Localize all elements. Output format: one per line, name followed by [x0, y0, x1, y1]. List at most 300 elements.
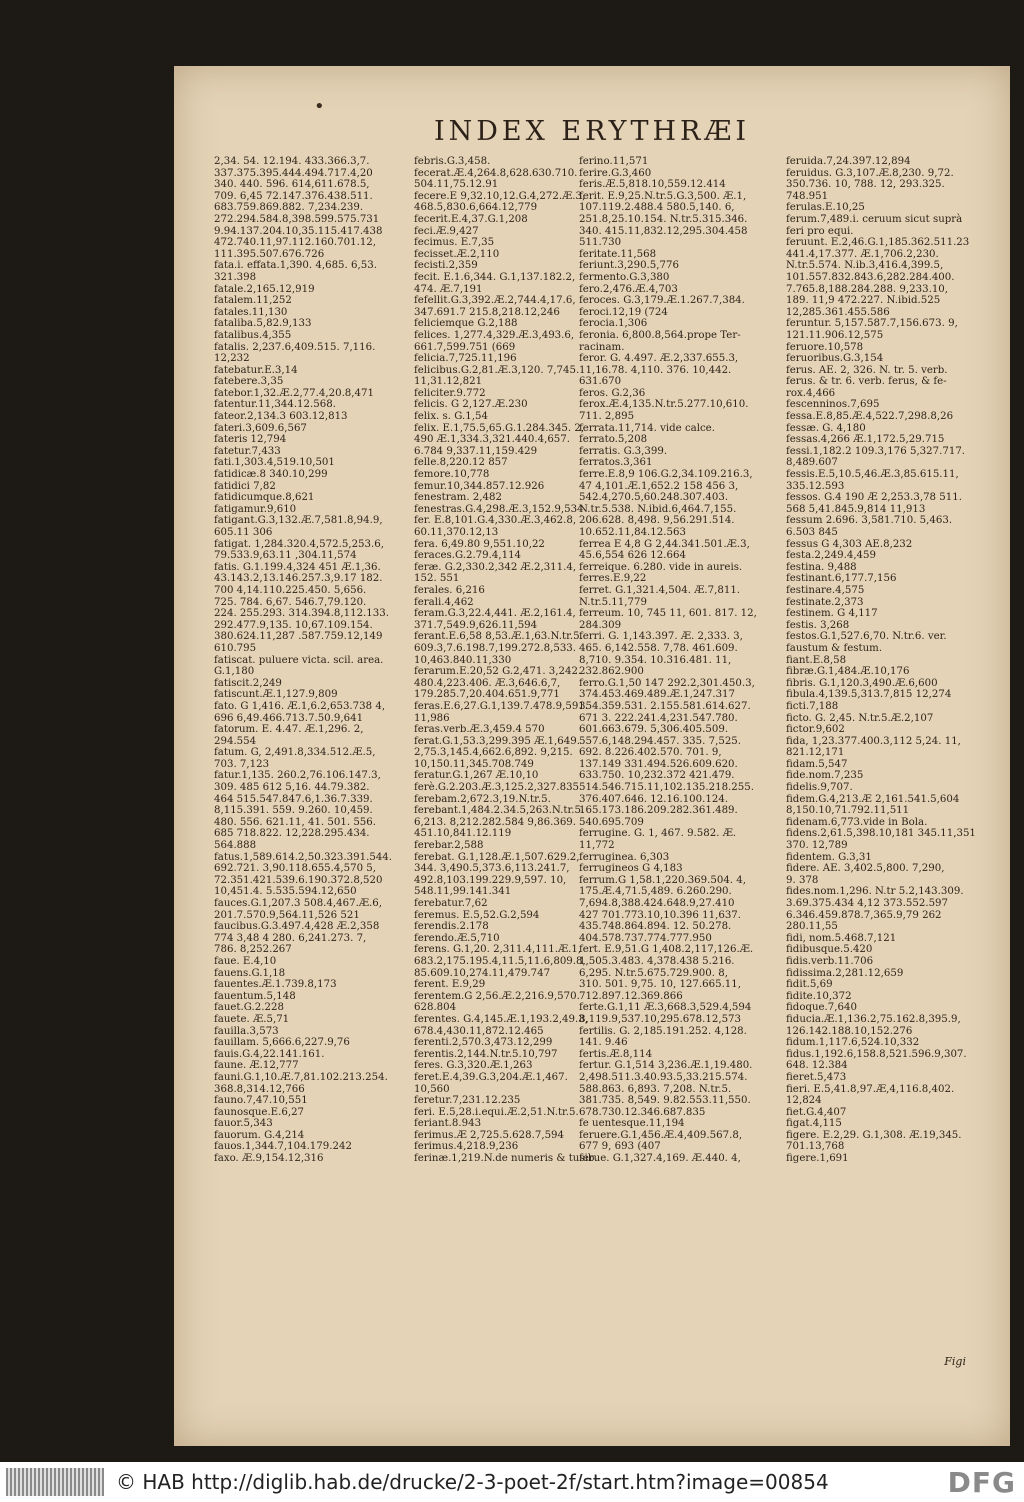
- index-entry: festa.2,249.4,459: [786, 550, 877, 562]
- index-entry: fatebere.3,35: [214, 376, 284, 388]
- index-entry: 206.628. 8,498. 9,56.291.514.: [579, 515, 735, 527]
- index-entry: feruere.G.1,456.Æ.4,409.567.8,: [579, 1129, 743, 1141]
- index-entry: feri. E.5,28.i.equi.Æ.2,51.N.tr.5.: [414, 1106, 579, 1118]
- index-entry: feci.Æ.9,427: [414, 225, 479, 237]
- index-entry: fauete. Æ.5,71: [214, 1013, 290, 1025]
- index-entry: feruntur. 5,157.587.7,156.673. 9,: [786, 318, 958, 330]
- index-entry: fiet.G.4,407: [786, 1106, 847, 1118]
- index-entry: febris.G.3,458.: [414, 156, 491, 167]
- index-entry: feras.verb.Æ.3,459.4 570: [414, 724, 545, 736]
- index-entry: fatur.1,135. 260.2,76.106.147.3,: [214, 770, 381, 782]
- index-column-4: [786, 156, 984, 1165]
- index-entry: fatalis. 2,237.6,409.515. 7,116.: [214, 341, 376, 353]
- index-entry: feremus. E.5,52.G.2,594: [414, 909, 540, 921]
- index-entry: fauorum. G.4,214: [214, 1129, 305, 1141]
- index-entry: 10,150.11,345.708.749: [414, 758, 534, 770]
- index-entry: ferro.G.1,50 147 292.2,301.450.3,: [579, 677, 755, 689]
- index-entry: fatus.1,589.614.2,50.323.391.544.: [214, 851, 393, 863]
- index-entry: 335.12.593: [786, 480, 845, 492]
- index-entry: 557.6,148.294.457. 335. 7,525.: [579, 735, 742, 747]
- index-entry: 10,560: [414, 1083, 450, 1095]
- index-entry: felicis. G 2,127.Æ.230: [414, 399, 528, 411]
- index-entry: 10.652.11,84.12.563: [579, 527, 686, 538]
- index-entry: fauni.G.1,10.Æ.7,81.102.213.254.: [214, 1071, 388, 1083]
- copyright-link[interactable]: © HAB http://diglib.hab.de/drucke/2-3-poet-2f/start.htm?image=00854: [116, 1470, 829, 1494]
- index-entry: feruidus. G.3,107.Æ.8,230. 9,72.: [786, 167, 954, 179]
- index-entry: fauentes.Æ.1.739.8,173: [214, 979, 337, 991]
- index-entry: fertilis. G. 2,185.191.252. 4,128.: [579, 1025, 747, 1037]
- index-entry: G.1,180: [214, 666, 255, 678]
- index-entry: ferri. G. 1,143.397. Æ. 2,333. 3,: [579, 631, 743, 643]
- index-entry: fidis.verb.11.706: [786, 955, 874, 967]
- index-entry: felix. s. G.1,54: [414, 411, 488, 423]
- index-entry: 514.546.715.11,102.135.218.255.: [579, 782, 754, 794]
- index-entry: 468.5,830.6,664.12,779: [414, 202, 538, 214]
- index-entry: ferres.E.9,22: [579, 573, 647, 585]
- index-entry: 712.897.12.369.866: [579, 990, 683, 1002]
- index-entry: 480. 556. 621.11, 41. 501. 556.: [214, 816, 377, 828]
- index-entry: 1,505.3.483. 4,378.438 5.216.: [579, 955, 735, 967]
- index-entry: festinem. G 4,117: [786, 608, 878, 620]
- index-entry: 605.11 306: [214, 527, 273, 538]
- index-entry: fidam.5,547: [786, 758, 848, 770]
- index-entry: ferre.E.8,9 106.G.2,34.109.216.3,: [579, 469, 753, 481]
- index-entry: fe uentesque.11,194: [579, 1118, 685, 1130]
- index-entry: ferulas.E.10,25: [786, 202, 865, 214]
- index-entry: ferocia.1,306: [579, 318, 648, 330]
- index-column-1: [214, 156, 412, 1165]
- index-entry: 309. 485 612 5,16. 44.79.382.: [214, 782, 370, 794]
- index-entry: 472.740.11,97.112.160.701.12,: [214, 237, 377, 249]
- index-entry: 232.862.900: [579, 666, 644, 678]
- index-entry: fenestras.G.4,298.Æ.3,152.9,534: [414, 503, 584, 515]
- index-entry: fatidici 7,82: [214, 480, 276, 492]
- index-entry: 340. 440. 596. 614,611.678.5,: [214, 179, 370, 191]
- index-entry: ferimus.4,218.9,236: [414, 1141, 519, 1153]
- index-entry: fidem.G.4,213.Æ 2,161.541.5,604: [786, 793, 960, 805]
- index-entry: 11,16.78. 4,110. 376. 10,442.: [579, 364, 732, 376]
- index-entry: racinam.: [579, 341, 625, 353]
- index-entry: fertur. G.1,514 3,236.Æ.1,19.480.: [579, 1060, 753, 1072]
- index-entry: 347.691.7 215.8,218.12,246: [414, 306, 560, 318]
- index-entry: ferte.G.1,11 Æ.3,668.3,529.4,594: [579, 1002, 752, 1014]
- index-entry: 540.695.709: [579, 816, 644, 828]
- index-entry: fidite.10,372: [786, 990, 852, 1002]
- index-entry: felicibus.G.2,81.Æ.3,120. 7,745.: [414, 364, 580, 376]
- index-entry: 774 3,48 4 280. 6,241.273. 7,: [214, 932, 367, 944]
- index-entry: 564.888: [214, 840, 257, 852]
- index-entry: 10,463.840.11,330: [414, 654, 512, 666]
- index-column-3: [579, 156, 777, 1165]
- index-entry: 201.7.570.9,564.11,526 521: [214, 909, 360, 921]
- index-entry: femore.10,778: [414, 469, 490, 481]
- index-entry: 711. 2,895: [579, 411, 635, 423]
- index-entry: fibræ.G.1,484.Æ.10,176: [786, 666, 910, 678]
- index-entry: fauillam. 5,666.6,227.9,76: [214, 1037, 350, 1049]
- index-entry: 294.554: [214, 735, 257, 747]
- book-page: [174, 66, 1010, 1446]
- index-entry: 11,986: [414, 712, 450, 724]
- index-entry: fidens.2,61.5,398.10,181 345.11,351: [786, 828, 976, 840]
- index-entry: 692. 8.226.402.570. 701. 9,: [579, 747, 722, 759]
- index-entry: fatidicumque.8,621: [214, 492, 315, 504]
- index-entry: feliciemque G.2,188: [414, 318, 518, 330]
- index-entry: 152. 551: [414, 573, 460, 585]
- index-entry: fessos. G.4 190 Æ 2,253.3,78 511.: [786, 492, 962, 504]
- index-entry: 725. 784. 6,67. 546.7,79.120.: [214, 596, 367, 608]
- index-entry: 490 Æ.1,334.3,321.440.4,657.: [414, 434, 571, 446]
- index-entry: 671 3. 222.241.4,231.547.780.: [579, 712, 738, 724]
- index-entry: fateris 12,794: [214, 434, 287, 446]
- index-entry: feram.G.3,22.4,441. Æ.2,161.4,: [414, 608, 576, 620]
- index-entry: fessæ. G. 4,180: [786, 422, 866, 434]
- index-entry: 12,232: [214, 353, 250, 365]
- index-entry: 633.750. 10,232.372 421.479.: [579, 770, 735, 782]
- index-entry: ferebatur.7,62: [414, 898, 488, 909]
- index-entry: 701.13,768: [786, 1141, 845, 1153]
- index-entry: fecit. E.1.6,344. G.1,137.182.2,: [414, 271, 576, 283]
- index-entry: fidissima.2,281.12,659: [786, 967, 904, 979]
- catchword: Figi: [944, 1355, 966, 1368]
- index-entry: faustum & festum.: [786, 642, 883, 654]
- index-entry: fessa.E.8,85.Æ.4,522.7,298.8,26: [786, 411, 954, 423]
- index-entry: fidelis.9,707.: [786, 782, 853, 794]
- index-entry: 480.4,223.406. Æ.3,646.6,7,: [414, 677, 561, 689]
- index-entry: 451.10,841.12.119: [414, 828, 512, 840]
- index-entry: 368.8,314.12,766: [214, 1083, 305, 1095]
- index-entry: fieri. E.5,41.8,97.Æ,4,116.8,402.: [786, 1083, 955, 1095]
- index-entry: fati.1,303.4,519.10,501: [214, 457, 335, 469]
- index-entry: 696 6,49.466.713.7.50.9,641: [214, 712, 364, 724]
- index-entry: 568 5,41.845.9,814 11,913: [786, 503, 926, 515]
- index-entry: ferrata.11,714. vide calce.: [579, 422, 715, 434]
- index-entry: feroces. G.3,179.Æ.1.267.7,384.: [579, 295, 745, 307]
- index-entry: 661.7,599.751 (669: [414, 341, 516, 353]
- index-entry: fatebor.1,32.Æ.2,77.4,20.8,471: [214, 387, 374, 399]
- index-entry: feræ. G.2,330.2,342 Æ.2,311.4,: [414, 561, 577, 573]
- index-entry: fauis.G.4,22.141.161.: [214, 1048, 325, 1060]
- index-entry: 6.346.459.878.7,365.9,79 262: [786, 909, 942, 921]
- index-entry: 72.351.421.539.6.190.372.8,520: [214, 874, 383, 886]
- index-entry: 137.149 331.494.526.609.620.: [579, 758, 738, 770]
- index-entry: fauentum.5,148: [214, 990, 296, 1002]
- index-entry: ferebam.2,672.3,19.N.tr.5.: [414, 793, 551, 805]
- index-entry: fatis. G.1.199.4,324 451 Æ.1,36.: [214, 561, 381, 573]
- index-entry: 709. 6,45 72.147.376.438.511.: [214, 190, 373, 202]
- index-entry: fermento.G.3,380: [579, 271, 670, 283]
- index-entry: 786. 8,252.267: [214, 944, 292, 956]
- index-entry: 370. 12,789: [786, 840, 848, 852]
- index-entry: faucibus.G.3.497.4,428 Æ.2,358: [214, 921, 380, 933]
- index-entry: 6.784 9,337.11,159.429: [414, 445, 538, 457]
- index-entry: fecimus. E.7,35: [414, 237, 495, 249]
- index-entry: feriunt.3,290.5,776: [579, 260, 679, 272]
- index-entry: 648. 12.384: [786, 1060, 848, 1072]
- dfg-logo: DFG: [947, 1466, 1016, 1499]
- index-entry: feris.Æ.5,818.10,559.12.414: [579, 179, 726, 191]
- index-entry: 284.309: [579, 619, 622, 631]
- index-entry: fida, 1,23.377.400.3,112 5,24. 11,: [786, 735, 961, 747]
- index-entry: felices. 1,277.4,329.Æ.3,493.6,: [414, 329, 575, 341]
- index-entry: 11,31.12,821: [414, 376, 483, 388]
- index-entry: feret.E.4,39.G.3,204.Æ.1,467.: [414, 1071, 568, 1083]
- index-entry: ferent. E.9,29: [414, 979, 486, 991]
- index-entry: 464 515.547.847.6,1.36.7.339.: [214, 793, 373, 805]
- index-entry: feri pro equi.: [786, 225, 854, 237]
- index-entry: ferreum. 10, 745 11, 601. 817. 12,: [579, 608, 757, 620]
- index-entry: 683.2,175.195.4,11.5,11.6,809.8,: [414, 955, 586, 967]
- index-entry: 542.4,270.5,60.248.307.403.: [579, 492, 729, 504]
- index-entry: 610.795: [214, 642, 257, 654]
- index-entry: N.tr.5.574. N.ib.3,416.4,399.5,: [786, 260, 944, 272]
- index-entry: feretur.7,231.12.235: [414, 1095, 521, 1107]
- index-entry: 677 9, 693 (407: [579, 1141, 661, 1153]
- index-entry: fatale.2,165.12,919: [214, 283, 315, 295]
- index-entry: fatigamur.9,610: [214, 503, 297, 515]
- index-entry: fauno.7,47.10,551: [214, 1095, 308, 1107]
- index-entry: ficto. G. 2,45. N.tr.5.Æ.2,107: [786, 712, 934, 724]
- index-entry: fidentem. G.3,31: [786, 851, 872, 863]
- index-entry: fataliba.5,82.9,133: [214, 318, 312, 330]
- index-entry: fer. E.8,101.G.4,330.Æ.3,462.8,: [414, 515, 577, 527]
- index-entry: ferentem.G 2,56.Æ.2,216.9,570.: [414, 990, 580, 1002]
- index-entry: 504.11,75.12.91: [414, 179, 499, 191]
- index-entry: feruunt. E.2,46.G.1,185.362.511.23: [786, 237, 970, 249]
- index-entry: 374.453.469.489.Æ.1,247.317: [579, 689, 736, 701]
- index-entry: 376.407.646. 12.16.100.124.: [579, 793, 729, 805]
- index-entry: fertis.Æ.8,114: [579, 1048, 653, 1060]
- index-entry: felix. E.1,75.5,65.G.1.284.345. 2,: [414, 422, 585, 434]
- index-entry: fatales.11,130: [214, 306, 288, 318]
- index-entry: 703. 7,123: [214, 758, 270, 770]
- index-entry: 427 701.773.10,10.396 11,637.: [579, 909, 742, 921]
- index-entry: 7.765.8,188.284.288. 9,233.10,: [786, 283, 949, 295]
- index-entry: feres. G.3,320.Æ.1,263: [414, 1060, 533, 1072]
- index-entry: 121.11.906.12,575: [786, 329, 884, 341]
- index-entry: fenestram. 2,482: [414, 492, 502, 504]
- index-entry: ferrea E 4,8 G 2,44.341.501.Æ.3,: [579, 538, 750, 550]
- index-entry: ferant.E.6,58 8,53.Æ.1,63.N.tr.5.: [414, 631, 583, 643]
- index-entry: fessus G 4,303 AE.8,232: [786, 538, 913, 550]
- index-entry: fescenninos.7,695: [786, 399, 880, 411]
- index-entry: festinate.2,373: [786, 596, 864, 608]
- index-entry: ferrugineos G 4,183: [579, 863, 683, 875]
- index-entry: ferentis.2,144.N.tr.5.10,797: [414, 1048, 558, 1060]
- index-entry: ferali.4,462: [414, 596, 474, 608]
- index-entry: 340. 415.11,832.12,295.304.458: [579, 225, 748, 237]
- index-entry: feliciter.9.772: [414, 387, 486, 399]
- index-entry: ferrum.G 1,58.1,220.369.504. 4,: [579, 874, 747, 886]
- index-entry: 165.173.186.209.282.361.489.: [579, 805, 738, 817]
- index-entry: fecisti.2,359: [414, 260, 478, 272]
- index-entry: 8,150.10,71.792.11,511: [786, 805, 910, 817]
- index-entry: rox.4,466: [786, 387, 836, 399]
- index-entry: fessum 2.696. 3,581.710. 5,463.: [786, 515, 953, 527]
- index-entry: feras.E.6,27.G.1,139.7.478.9,591.: [414, 700, 589, 712]
- index-entry: ferit. E.9,25.N.tr.5.G.3,500. Æ.1,: [579, 190, 747, 202]
- index-entry: fefellit.G.3,392.Æ.2,744.4,17.6,: [414, 295, 576, 307]
- index-entry: 601.663.679. 5,306.405.509.: [579, 724, 729, 736]
- index-entry: ferendo.Æ.5,710: [414, 932, 500, 944]
- index-entry: 748.951: [786, 190, 829, 202]
- index-entry: fatum. G, 2,491.8,334.512.Æ.5,: [214, 747, 376, 759]
- index-entry: 79.533.9,63.11 ,304.11,574: [214, 550, 357, 562]
- index-entry: faune. Æ.12,777: [214, 1060, 299, 1072]
- index-entry: 6,213. 8,212.282.584 9,86.369.: [414, 816, 577, 828]
- index-entry: fidi, nom.5.468.7,121: [786, 932, 897, 944]
- index-entry: fatiscat. puluere victa. scil. area.: [214, 654, 384, 666]
- index-entry: 6.503 845: [786, 527, 838, 538]
- index-entry: 111.395.507.676.726: [214, 248, 325, 260]
- index-entry: 292.477.9,135. 10,67.109.154.: [214, 619, 373, 631]
- index-entry: ferentes. G.4,145.Æ.1,193.2,49.3,: [414, 1013, 588, 1025]
- index-entry: 465. 6,142.558. 7,78. 461.609.: [579, 642, 738, 654]
- index-entry: N.tr.5.538. N.ibid.6,464.7,155.: [579, 503, 737, 515]
- index-entry: 628.804: [414, 1002, 457, 1014]
- index-entry: faxo. Æ.9,154.12,316: [214, 1153, 324, 1165]
- index-entry: ferarum.E.20,52 G.2,471. 3,242.: [414, 666, 582, 678]
- index-entry: festis. 3,268: [786, 619, 850, 631]
- index-entry: 11,772: [579, 840, 615, 852]
- index-entry: 6,295. N.tr.5.675.729.900. 8,: [579, 967, 728, 979]
- index-entry: fatidicæ.8 340.10,299: [214, 469, 328, 481]
- index-entry: 179.285.7,20.404.651.9,771: [414, 689, 560, 701]
- index-entry: feronia. 6,800.8,564.prope Ter-: [579, 329, 741, 341]
- index-entry: 43.143.2,13.146.257.3,9.17 182.: [214, 573, 383, 585]
- header-ornament: •: [314, 96, 325, 117]
- index-entry: 9.94.137.204.10,35.115.417.438: [214, 225, 383, 237]
- index-entry: felle.8,220.12 857: [414, 457, 508, 469]
- index-entry: ferinæ.1,219.N.de numeris & tusib.: [414, 1153, 598, 1165]
- index-entry: 85.609.10,274.11,479.747: [414, 967, 551, 979]
- index-entry: fidum.1,117.6,524.10,332: [786, 1037, 920, 1049]
- index-entry: ferruginea. 6,303: [579, 851, 670, 863]
- index-entry: fatiscit.2,249: [214, 677, 282, 689]
- index-entry: 2,34. 54. 12.194. 433.366.3,7.: [214, 156, 370, 167]
- index-entry: ferenti.2,570.3,473.12,299: [414, 1037, 553, 1049]
- index-entry: feraces.G.2.79.4,114: [414, 550, 522, 562]
- index-entry: fidenam.6,773.vide in Bola.: [786, 816, 928, 828]
- index-entry: ferum.7,489.i. ceruum sicut suprà: [786, 213, 963, 225]
- index-entry: 3.69.375.434 4,12 373.552.597: [786, 898, 949, 909]
- index-entry: ferendis.2.178: [414, 921, 489, 933]
- index-entry: fert. E.9,51.G 1,408.2,117,126.Æ.: [579, 944, 754, 956]
- index-entry: ferratis. G.3,399.: [579, 445, 668, 457]
- index-entry: ferales. 6,216: [414, 584, 485, 596]
- index-entry: ferens. G.1,20. 2,311.4,111.Æ.1,: [414, 944, 582, 956]
- index-entry: 683.759.869.882. 7,234.239.: [214, 202, 364, 214]
- index-entry: figere.1,691: [786, 1153, 849, 1165]
- index-entry: fatetur.7,433: [214, 445, 281, 457]
- index-entry: fatentur.11,344.12.568.: [214, 399, 336, 411]
- index-entry: 2,498.511.3.40.93.5,33.215.574.: [579, 1071, 748, 1083]
- index-entry: 678.4,430.11,872.12.465: [414, 1025, 544, 1037]
- index-entry: feritate.11,568: [579, 248, 657, 260]
- index-entry: 175.Æ.4,71.5,489. 6.260.290.: [579, 886, 732, 898]
- index-entry: fauces.G.1,207.3 508.4,467.Æ.6,: [214, 898, 382, 909]
- index-entry: 272.294.584.8,398.599.575.731: [214, 213, 380, 225]
- index-entry: fidit.5,69: [786, 979, 833, 991]
- index-entry: fauor.5,343: [214, 1118, 273, 1130]
- index-entry: 126.142.188.10,152.276: [786, 1025, 913, 1037]
- index-entry: 12,824: [786, 1095, 822, 1107]
- index-entry: fera. 6,49.80 9,551.10,22: [414, 538, 545, 550]
- index-entry: ferox.Æ.4,135.N.tr.5.277.10,610.: [579, 399, 749, 411]
- index-entry: fecisset.Æ.2,110: [414, 248, 500, 260]
- index-entry: feror. G. 4.497. Æ.2,337.655.3,: [579, 353, 739, 365]
- index-entry: 101.557.832.843.6,282.284.400.: [786, 271, 955, 283]
- index-entry: feruore.10,578: [786, 341, 864, 353]
- index-entry: 141. 9.46: [579, 1037, 628, 1049]
- index-entry: fatorum. E. 4.47. Æ.1,296. 2,: [214, 724, 364, 736]
- index-entry: ferue. G.1,327.4,169. Æ.440. 4,: [579, 1153, 741, 1165]
- index-entry: fauos.1,344.7,104.179.242: [214, 1141, 352, 1153]
- index-entry: fato. G 1,416. Æ.1,6.2,653.738 4,: [214, 700, 386, 712]
- index-entry: ferret. G.1,321.4,504. Æ.7,811.: [579, 584, 741, 596]
- footer-bar: [0, 1462, 1024, 1502]
- index-entry: 189. 11,9 472.227. N.ibid.525: [786, 295, 941, 307]
- index-entry: 821.12,171: [786, 747, 845, 759]
- index-entry: 435.748.864.894. 12. 50.278.: [579, 921, 732, 933]
- index-entry: festinare.4,575: [786, 584, 865, 596]
- index-entry: ferrato.5,208: [579, 434, 648, 446]
- index-entry: 321.398: [214, 271, 257, 283]
- index-entry: felicia.7,725.11,196: [414, 353, 517, 365]
- index-entry: fessis.E.5,10.5,46.Æ.3,85.615.11,: [786, 469, 959, 481]
- index-entry: fecere.E 9,32.10,12.G.4,272.Æ.3,: [414, 190, 586, 202]
- index-entry: fauet.G.2.228: [214, 1002, 284, 1014]
- index-entry: fauilla.3,573: [214, 1025, 279, 1037]
- index-entry: 700 4,14.110.225.450. 5,656.: [214, 584, 367, 596]
- index-entry: fibula.4,139.5,313.7,815 12,274: [786, 689, 952, 701]
- index-entry: 588.863. 6,893. 7,208. N.tr.5.: [579, 1083, 732, 1095]
- index-entry: 350.736. 10, 788. 12, 293.325.: [786, 179, 945, 191]
- index-entry: 280.11,55: [786, 921, 838, 933]
- index-entry: fiducia.Æ.1,136.2,75.162.8,395.9,: [786, 1013, 961, 1025]
- index-entry: ferus. & tr. 6. verb. ferus, & fe-: [786, 376, 947, 388]
- index-entry: festina. 9,488: [786, 561, 857, 573]
- index-entry: festos.G.1,527.6,70. N.tr.6. ver.: [786, 631, 947, 643]
- index-entry: 381.735. 8,549. 9.82.553.11,550.: [579, 1095, 751, 1107]
- index-entry: fata.i. effata.1,390. 4,685. 6,53.: [214, 260, 377, 272]
- index-entry: 12,285.361.455.586: [786, 306, 890, 318]
- index-entry: ferire.G.3,460: [579, 167, 652, 179]
- index-entry: 548.11,99.141.341: [414, 886, 512, 898]
- index-entry: ferratos.3,361: [579, 457, 653, 469]
- index-entry: 8,710. 9.354. 10.316.481. 11,: [579, 654, 732, 666]
- index-entry: fecerit.E.4,37.G.1,208: [414, 213, 528, 225]
- index-entry: 60.11,370.12,13: [414, 527, 499, 538]
- index-entry: figat.4,115: [786, 1118, 842, 1130]
- index-entry: 8,115.391. 559. 9.260. 10,459.: [214, 805, 373, 817]
- index-entry: fiant.E.8,58: [786, 654, 847, 666]
- index-entry: ferè.G.2.203.Æ.3,125.2,327.835: [414, 782, 580, 794]
- index-entry: 251.8,25.10.154. N.tr.5.315.346.: [579, 213, 748, 225]
- index-entry: fatebatur.E.3,14: [214, 364, 298, 376]
- index-entry: fessas.4,266 Æ.1,172.5,29.715: [786, 434, 945, 446]
- index-entry: faunosque.E.6,27: [214, 1106, 305, 1118]
- index-entry: 511.730: [579, 237, 622, 249]
- index-entry: ficti.7,188: [786, 700, 839, 712]
- index-entry: 47 4,101.Æ.1,652.2 158 456 3,: [579, 480, 739, 492]
- index-entry: 7,694.8,388.424.648.9,27.410: [579, 898, 735, 909]
- index-entry: 474. Æ.7,191: [414, 283, 483, 295]
- index-entry: 692.721. 3,90.118.655.4,570 5,: [214, 863, 377, 875]
- index-entry: 678.730.12.346.687.835: [579, 1106, 706, 1118]
- index-entry: fide.nom.7,235: [786, 770, 864, 782]
- page-header: INDEX ERYTHRÆI: [433, 116, 751, 147]
- index-entry: fieret.5,473: [786, 1071, 847, 1083]
